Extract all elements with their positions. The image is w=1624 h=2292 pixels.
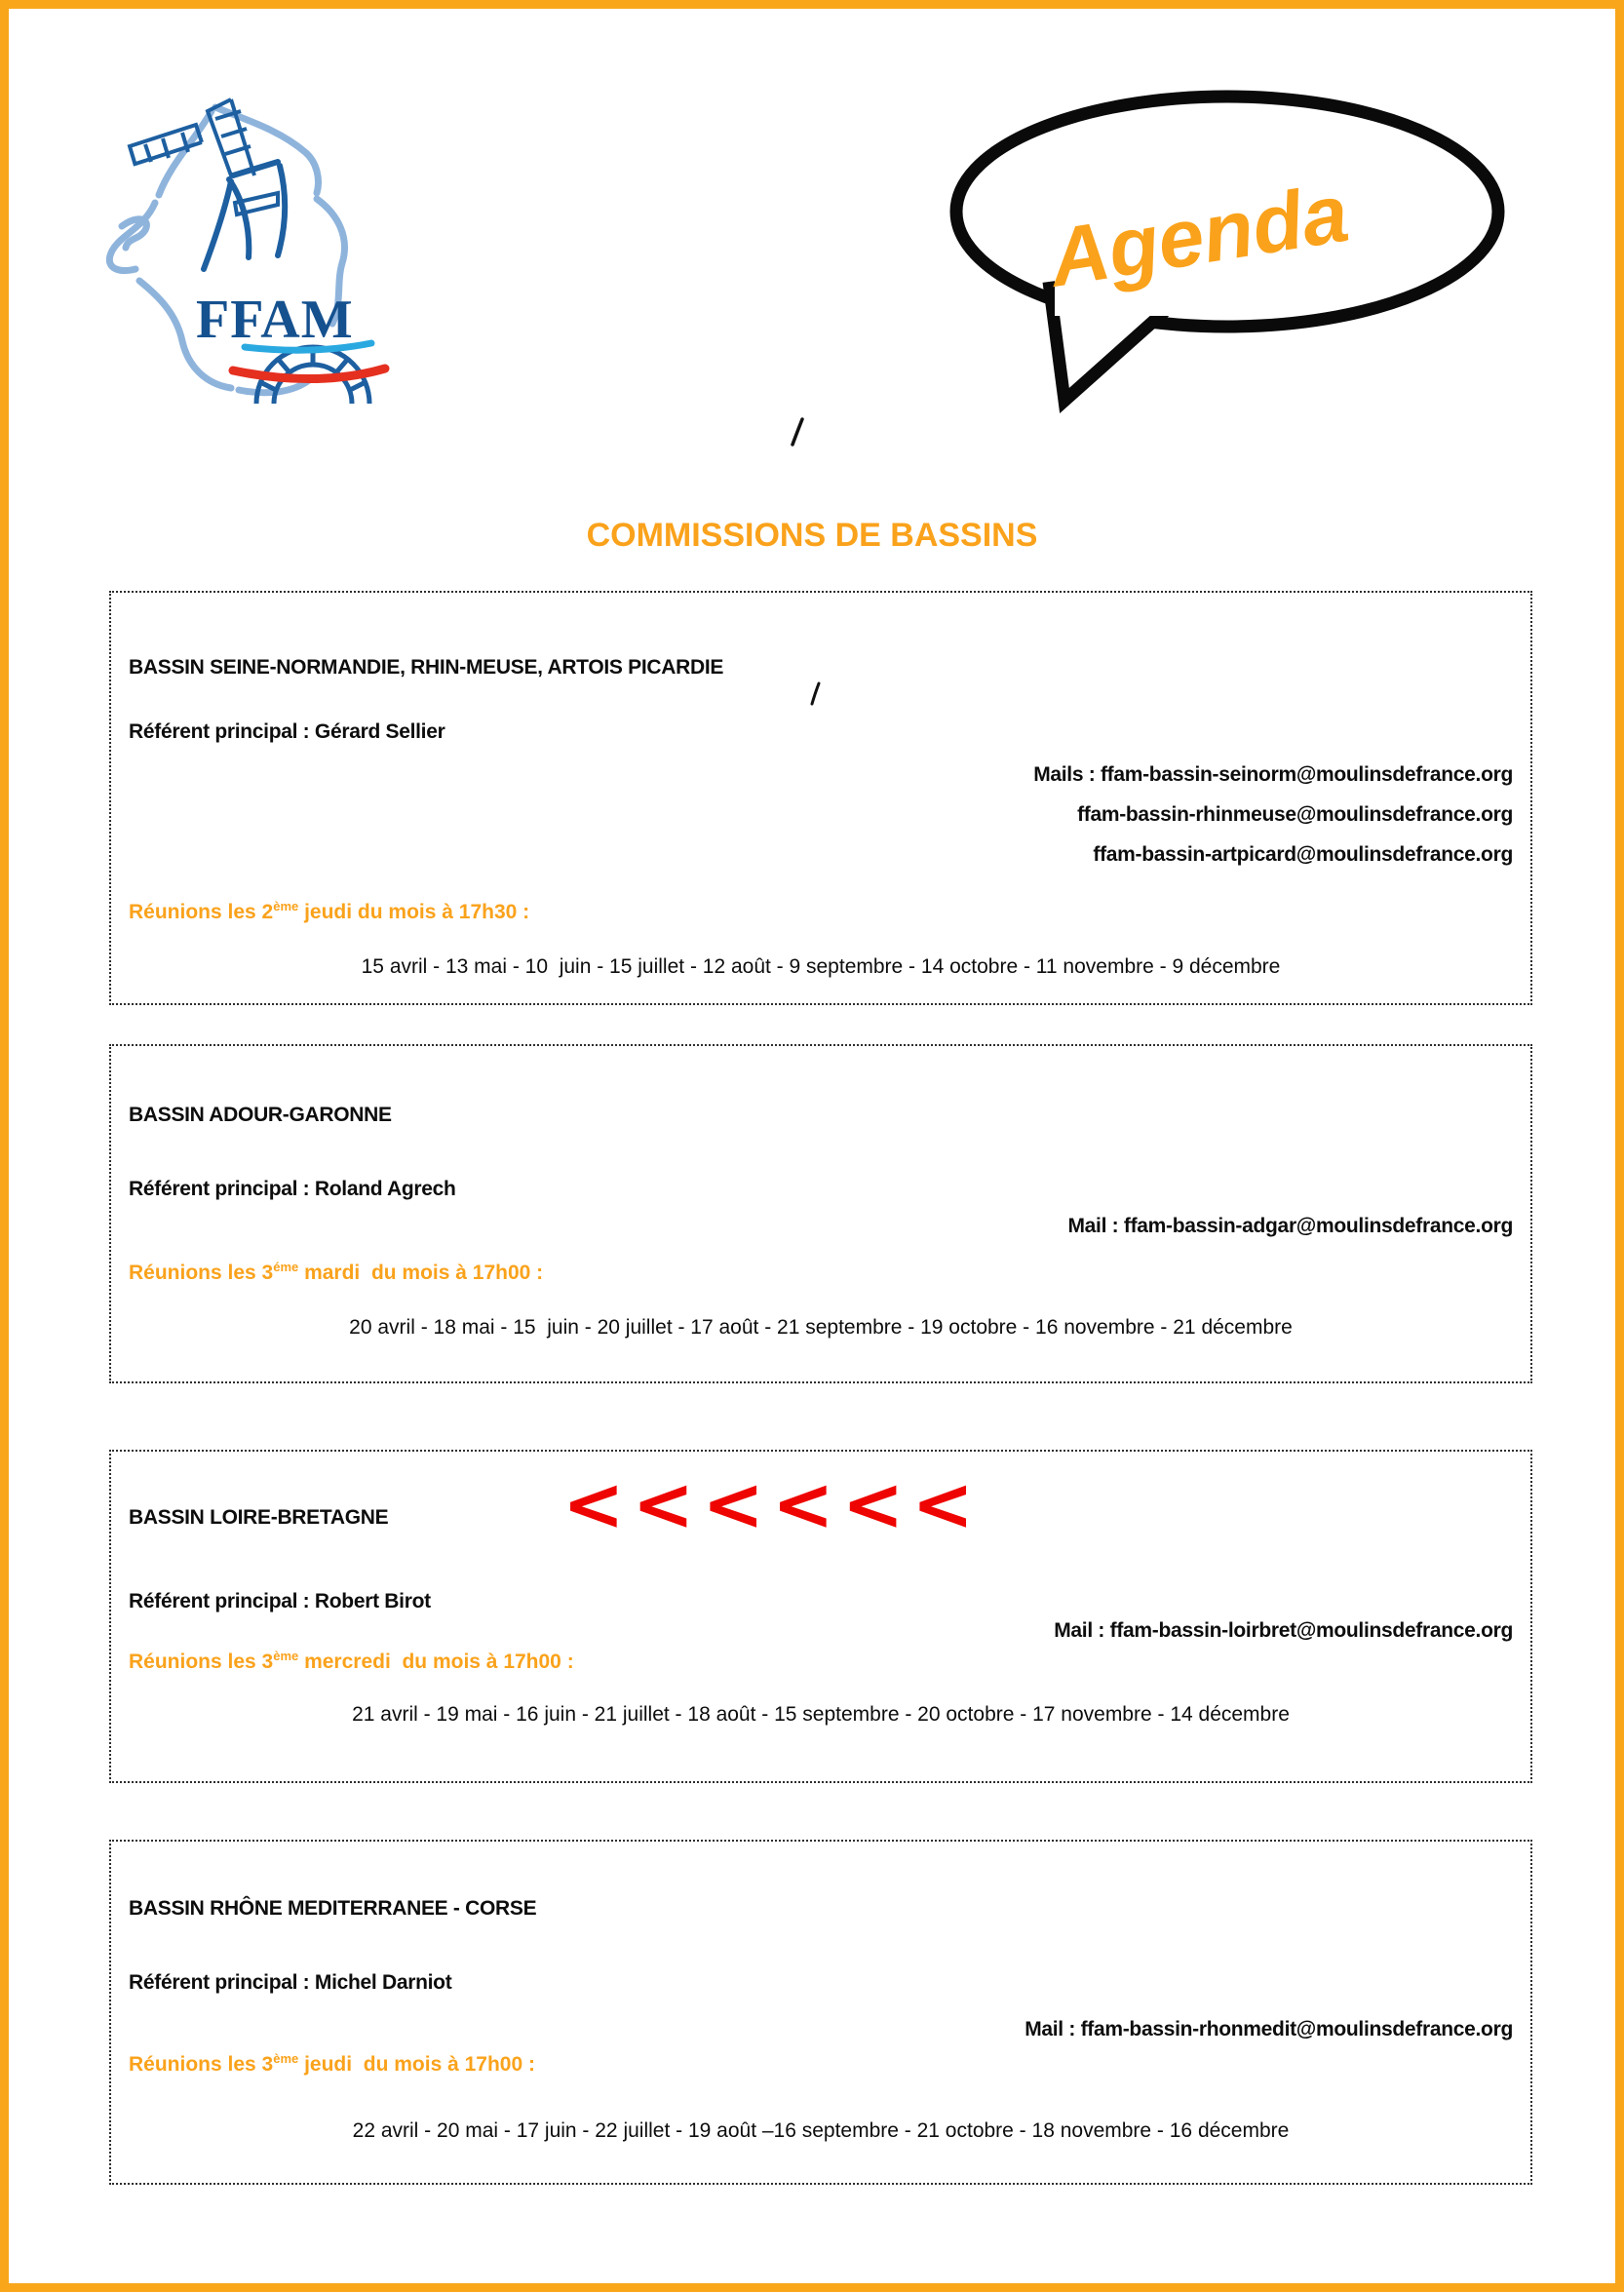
reunions-ordinal-suffix: ème (273, 2051, 299, 2066)
windmill-tower (204, 162, 285, 269)
mail-address: Mail : ffam-bassin-adgar@moulinsdefrance.org (1067, 1215, 1513, 1237)
bassin-box-seine-normandie (109, 591, 1532, 1005)
reunions-prefix: Réunions les 3 (129, 1651, 274, 1673)
ffam-logo-graphic (87, 82, 399, 404)
reunions-prefix: Réunions les 2 (129, 901, 274, 923)
bassin-name: BASSIN ADOUR-GARONNE (129, 1104, 392, 1126)
mails-block (129, 1214, 1513, 1239)
red-swoosh (233, 369, 385, 379)
reunions-ordinal-suffix: ème (273, 1649, 299, 1663)
reunions-suffix: mercredi du mois à 17h00 : (298, 1651, 574, 1673)
reunions-line (129, 1261, 1513, 1286)
bassin-box-adour-garonne (109, 1044, 1532, 1383)
meeting-dates: 22 avril - 20 mai - 17 juin - 22 juillet - 19 août –16 septembre - 21 octobre - 18 novembre - 16 décembre (352, 2119, 1290, 2142)
reunions-suffix: jeudi du mois à 17h30 : (298, 901, 530, 923)
reunions-prefix: Réunions les 3 (129, 1262, 274, 1284)
mail-address: Mail : ffam-bassin-loirbret@moulinsdefrance.org (1054, 1619, 1513, 1642)
reunions-suffix: mardi du mois à 17h00 : (298, 1262, 544, 1284)
bassin-name: BASSIN LOIRE-BRETAGNE (129, 1506, 389, 1529)
reunions-prefix: Réunions les 3 (129, 2053, 274, 2076)
agenda-bubble-graphic (940, 87, 1515, 418)
referent-line: Référent principal : Michel Darniot (129, 1971, 452, 1994)
reunions-ordinal-suffix: éme (273, 1260, 299, 1274)
mail-address: ffam-bassin-artpicard@moulinsdefrance.org (1093, 843, 1513, 866)
reunions-ordinal-suffix: ème (273, 899, 299, 913)
mail-address: Mails : ffam-bassin-seinorm@moulinsdefrance.org (1033, 763, 1513, 786)
mails-block (129, 1618, 1513, 1644)
meeting-dates: 21 avril - 19 mai - 16 juin - 21 juillet - 18 août - 15 septembre - 20 octobre - 17 novembre - 14 décembre (352, 1703, 1290, 1726)
reunions-line (129, 1650, 1513, 1675)
mails-block (129, 755, 1513, 874)
reunions-suffix: jeudi du mois à 17h00 : (298, 2053, 535, 2076)
reunions-line (129, 2052, 1513, 2078)
ffam-logo (87, 82, 399, 408)
red-chevrons-annotation: <<<<<< (562, 1460, 983, 1547)
ffam-wordmark: FFAM (196, 290, 354, 350)
bassin-box-rhone-mediterranee-corse (109, 1840, 1532, 2185)
bassin-name: BASSIN SEINE-NORMANDIE, RHIN-MEUSE, ARTOIS PICARDIE (129, 656, 724, 679)
bassin-name: BASSIN RHÔNE MEDITERRANEE - CORSE (129, 1897, 537, 1920)
meeting-dates: 15 avril - 13 mai - 10 juin - 15 juillet - 12 août - 9 septembre - 14 octobre - 11 novembre - 9 décembre (361, 955, 1281, 978)
meeting-dates: 20 avril - 18 mai - 15 juin - 20 juillet - 17 août - 21 septembre - 19 octobre - 16 novembre - 21 décembre (349, 1316, 1293, 1339)
referent-line: Référent principal : Robert Birot (129, 1590, 431, 1612)
reunions-line (129, 900, 1513, 925)
mails-block (129, 2017, 1513, 2042)
pen-mark-icon (789, 416, 806, 452)
agenda-bubble (940, 87, 1515, 423)
page-title: COMMISSIONS DE BASSINS (586, 517, 1038, 554)
mail-address: Mail : ffam-bassin-rhonmedit@moulinsdefrance.org (1025, 2018, 1513, 2040)
bubble-label: Agenda (1043, 166, 1355, 304)
referent-line: Référent principal : Gérard Sellier (129, 720, 445, 743)
mail-address: ffam-bassin-rhinmeuse@moulinsdefrance.org (1077, 803, 1513, 826)
referent-line: Référent principal : Roland Agrech (129, 1178, 456, 1200)
